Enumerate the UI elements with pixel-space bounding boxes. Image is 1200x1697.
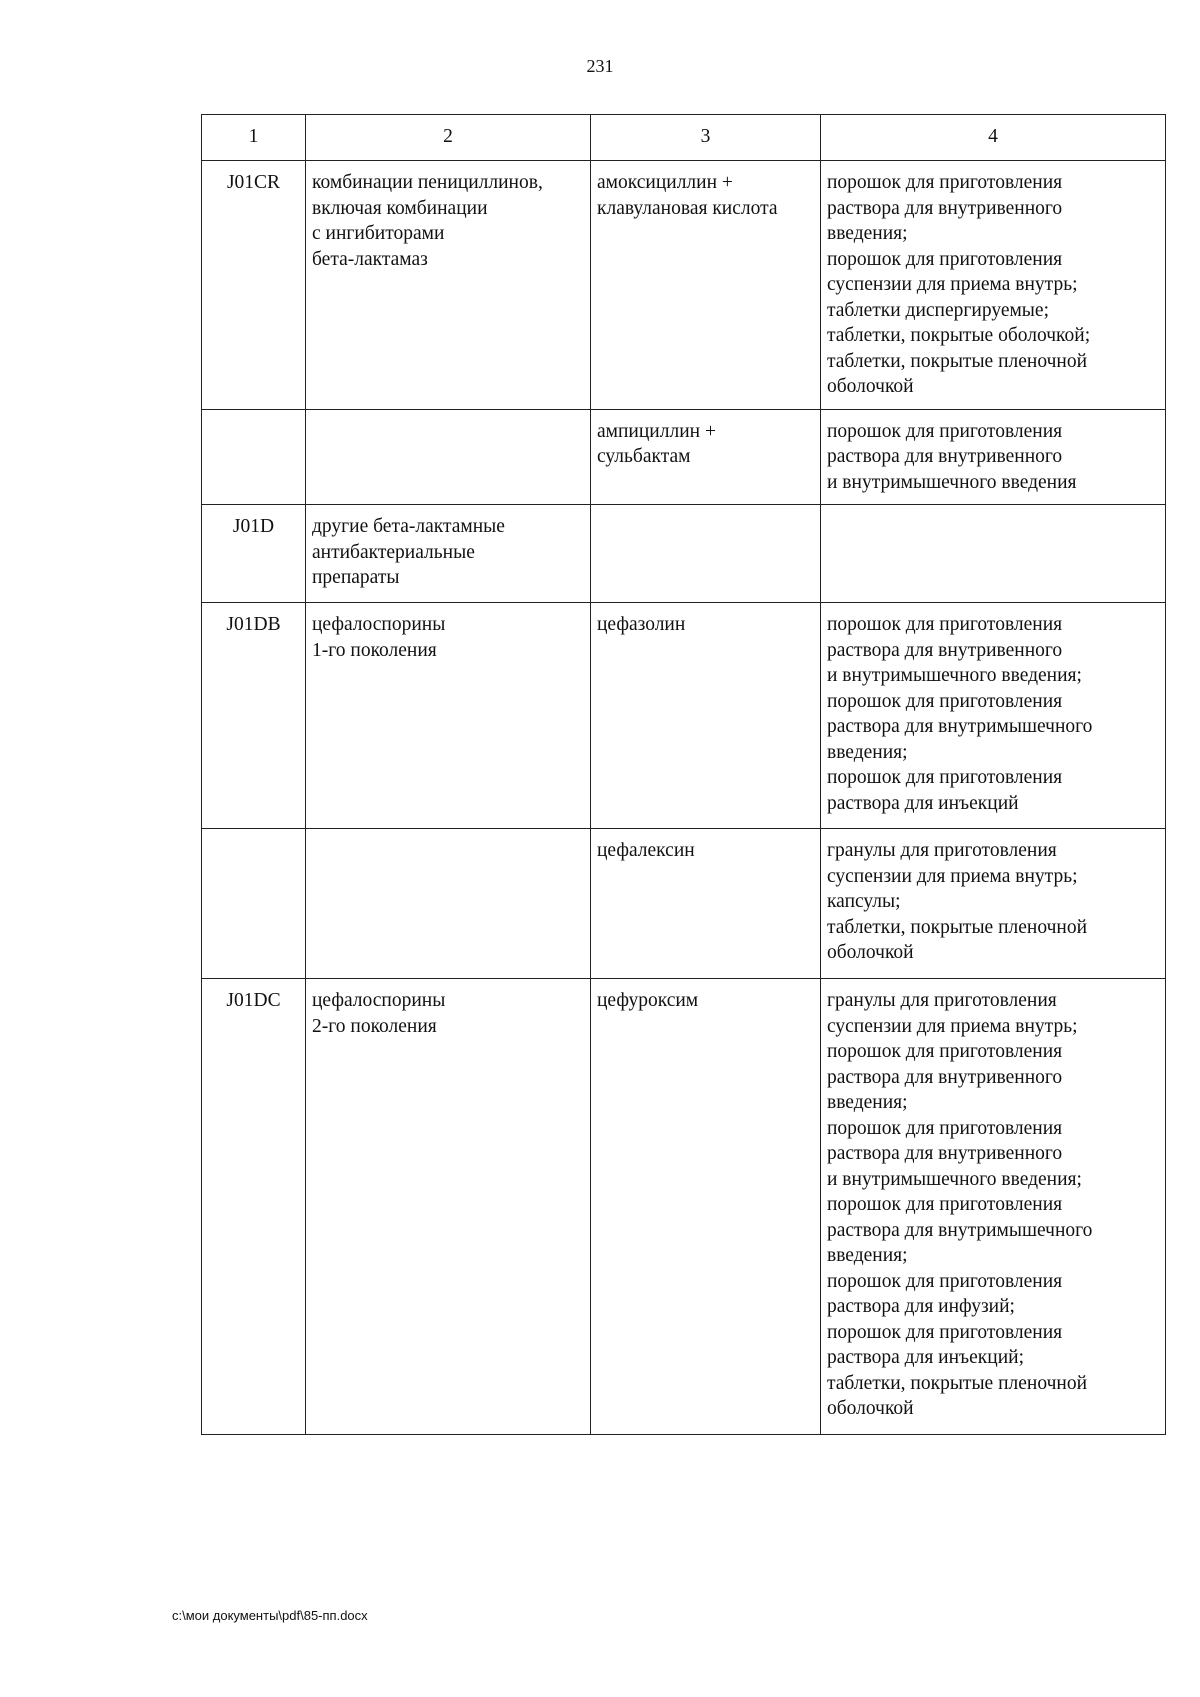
drug-name-cell: цефазолин [591,603,821,829]
table-row [202,979,1166,1435]
dosage-forms-cell [821,505,1166,603]
atc-code-cell: J01CR [202,161,306,410]
group-name-cell: комбинации пенициллинов, включая комбинации с ингибиторами бета-лактамаз [306,161,591,410]
dosage-forms-cell: порошок для приготовления раствора для внутривенного и внутримышечного введения [821,409,1166,505]
drug-name-cell [591,505,821,603]
table-row [202,603,1166,829]
column-header-4: 4 [821,115,1166,161]
drug-name-cell: цефалексин [591,829,821,979]
drug-name-cell: цефуроксим [591,979,821,1435]
table-row [202,829,1166,979]
drug-name-cell: амоксициллин + клавулановая кислота [591,161,821,410]
column-header-2: 2 [306,115,591,161]
group-name-cell: цефалоспорины 1-го поколения [306,603,591,829]
table-row [202,161,1166,410]
drug-table [201,114,1166,1435]
column-header-1: 1 [202,115,306,161]
atc-code-cell: J01DB [202,603,306,829]
footer-file-path: c:\мои документы\pdf\85-пп.docx [172,1608,368,1623]
group-name-cell [306,409,591,505]
dosage-forms-cell: гранулы для приготовления суспензии для приема внутрь; капсулы; таблетки, покрытые пленочной оболочкой [821,829,1166,979]
atc-code-cell: J01DC [202,979,306,1435]
page-number: 231 [586,56,614,76]
column-header-3: 3 [591,115,821,161]
group-name-cell: цефалоспорины 2-го поколения [306,979,591,1435]
group-name-cell: другие бета-лактамные антибактериальные препараты [306,505,591,603]
atc-code-cell [202,409,306,505]
atc-code-cell [202,829,306,979]
table-row [202,505,1166,603]
table-row [202,409,1166,505]
group-name-cell [306,829,591,979]
dosage-forms-cell: гранулы для приготовления суспензии для приема внутрь; порошок для приготовления раствора для внутривенного введения; порошок для приготовления раствора для внутривенного и внутримышечного введения; порошок для приготовления раствора для внутримышечного введения; порошок для приготовления раствора для инфузий; порошок для приготовления раствора для инъекций; таблетки, покрытые пленочной оболочкой [821,979,1166,1435]
dosage-forms-cell: порошок для приготовления раствора для внутривенного введения; порошок для приготовления суспензии для приема внутрь; таблетки диспергируемые; таблетки, покрытые оболочкой; таблетки, покрытые пленочной оболочкой [821,161,1166,410]
dosage-forms-cell: порошок для приготовления раствора для внутривенного и внутримышечного введения; порошок для приготовления раствора для внутримышечного введения; порошок для приготовления раствора для инъекций [821,603,1166,829]
atc-code-cell: J01D [202,505,306,603]
drug-name-cell: ампициллин + сульбактам [591,409,821,505]
table-header-row [202,115,1166,161]
